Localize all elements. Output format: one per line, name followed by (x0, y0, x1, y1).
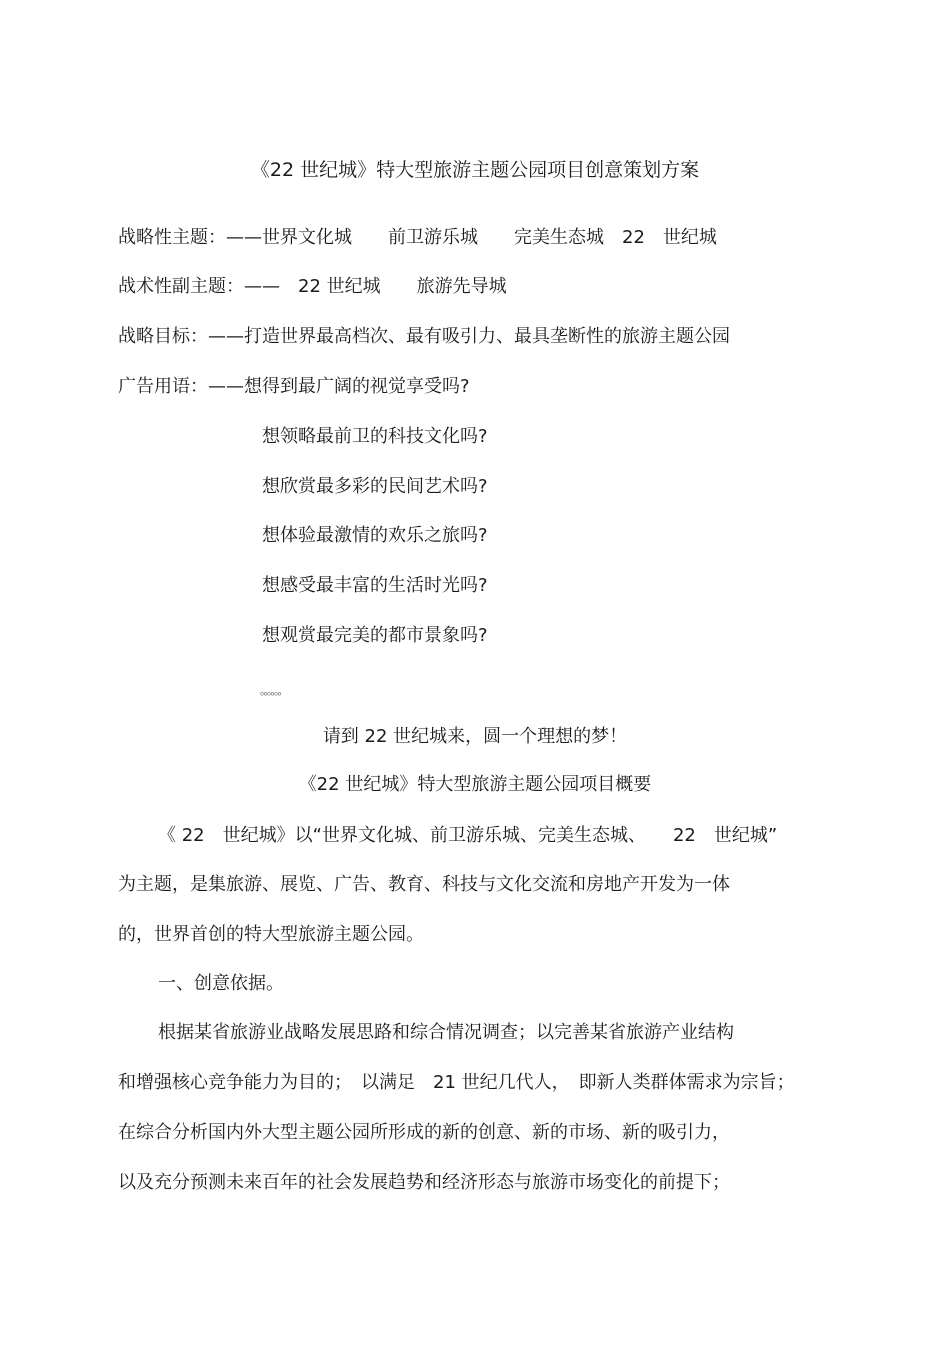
strategic-goal: 战略目标：——打造世界最高档次、最有吸引力、最具垄断性的旅游主题公园 (118, 326, 730, 347)
tactical-subtheme: 战术性副主题：—— 22 世纪城 旅游先导城 (118, 276, 507, 297)
strategic-theme: 战略性主题：——世界文化城 前卫游乐城 完美生态城 22 世纪城 (118, 227, 717, 248)
summary-paragraph-line: 《 22 世纪城》以“世界文化城、前卫游乐城、完美生态城、 22 世纪城” (158, 825, 778, 846)
ad-line: 想领略最前卫的科技文化吗? (262, 426, 488, 447)
section-heading: 一、创意依据。 (158, 973, 284, 994)
section-body-line: 根据某省旅游业战略发展思路和综合情况调查；以完善某省旅游产业结构 (158, 1022, 734, 1043)
section-body-line: 和增强核心竞争能力为目的； 以满足 21 世纪几代人， 即新人类群体需求为宗旨； (118, 1072, 795, 1093)
section-body-line: 在综合分析国内外大型主题公园所形成的新的创意、新的市场、新的吸引力， (118, 1122, 730, 1143)
section-body-line: 以及充分预测未来百年的社会发展趋势和经济形态与旅游市场变化的前提下； (118, 1172, 730, 1193)
slogan: 请到 22 世纪城来，圆一个理想的梦！ (322, 726, 628, 747)
ad-slogan-intro: 广告用语：——想得到最广阔的视觉享受吗? (118, 376, 470, 397)
ad-line: 想欣赏最多彩的民间艺术吗? (262, 476, 488, 497)
ad-line: 想体验最激情的欢乐之旅吗? (262, 525, 488, 546)
ad-line: 想观赏最完美的都市景象吗? (262, 625, 488, 646)
ad-line: 想感受最丰富的生活时光吗? (262, 575, 488, 596)
summary-paragraph-line: 的，世界首创的特大型旅游主题公园。 (118, 924, 424, 945)
summary-title: 《22 世纪城》特大型旅游主题公园项目概要 (298, 774, 652, 795)
summary-paragraph-line: 为主题，是集旅游、展览、广告、教育、科技与文化交流和房地产开发为一体 (118, 874, 730, 895)
document-title: 《22 世纪城》特大型旅游主题公园项目创意策划方案 (250, 159, 700, 181)
ellipsis: 。。。。。。 (260, 684, 287, 697)
